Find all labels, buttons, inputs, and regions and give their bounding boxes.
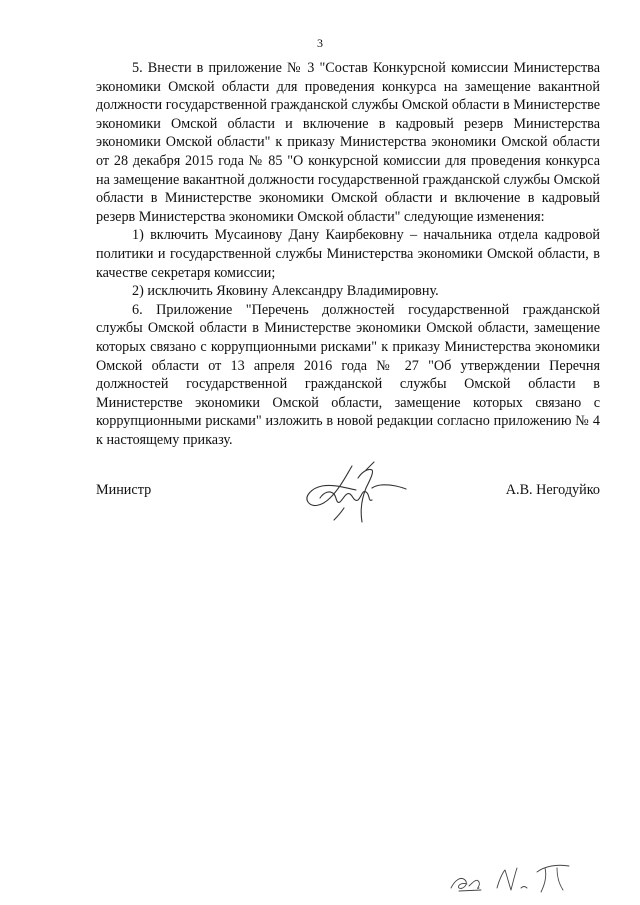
handwritten-signature [300, 458, 410, 528]
signatory-title: Министр [96, 482, 152, 498]
handwritten-initials [445, 858, 575, 898]
signatory-name: А.В. Негодуйко [505, 482, 600, 498]
page-number: 3 [317, 36, 323, 50]
paragraph-subitem-1: 1) включить Мусаинову Дану Каирбековну – начальника отдела кадровой политики и государственной службы Министерства экономики Омской области, в качестве секретаря комиссии; [96, 227, 600, 281]
paragraph-item-5: 5. Внести в приложение № 3 "Состав Конкурсной комиссии Министерства экономики Омской области для проведения конкурса на замещение вакантной должности государственной гражданской службы Омской области в Министерстве экономики Омской области и включение в кадровый резерв Министерства экономики Омской области" к приказу Министерства экономики Омской области от 28 декабря 2015 года № 85 "О конкурсной комиссии для проведения конкурса на замещение вакантной должности государственной гражданской службы Омской области в Министерстве экономики Омской области и включение в кадровый резерв Министерства экономики Омской области" следующие изменения: [96, 60, 601, 225]
paragraph-item-6: 6. Приложение "Перечень должностей государственной гражданской службы Омской области в Министерстве экономики Омской области, замещение которых связано с коррупционными рисками" к приказу Министерства экономики Омской области от 13 апреля 2016 года № 27 "Об утверждении Перечня должностей государственной гражданской службы Омской области в Министерстве экономики Омской области, замещение которых связано с коррупционными рисками" изложить в новой редакции согласно приложению № 4 к настоящему приказу. [96, 301, 600, 448]
document-body [96, 59, 600, 449]
paragraph-subitem-2: 2) исключить Яковину Александру Владимировну. [132, 283, 439, 300]
